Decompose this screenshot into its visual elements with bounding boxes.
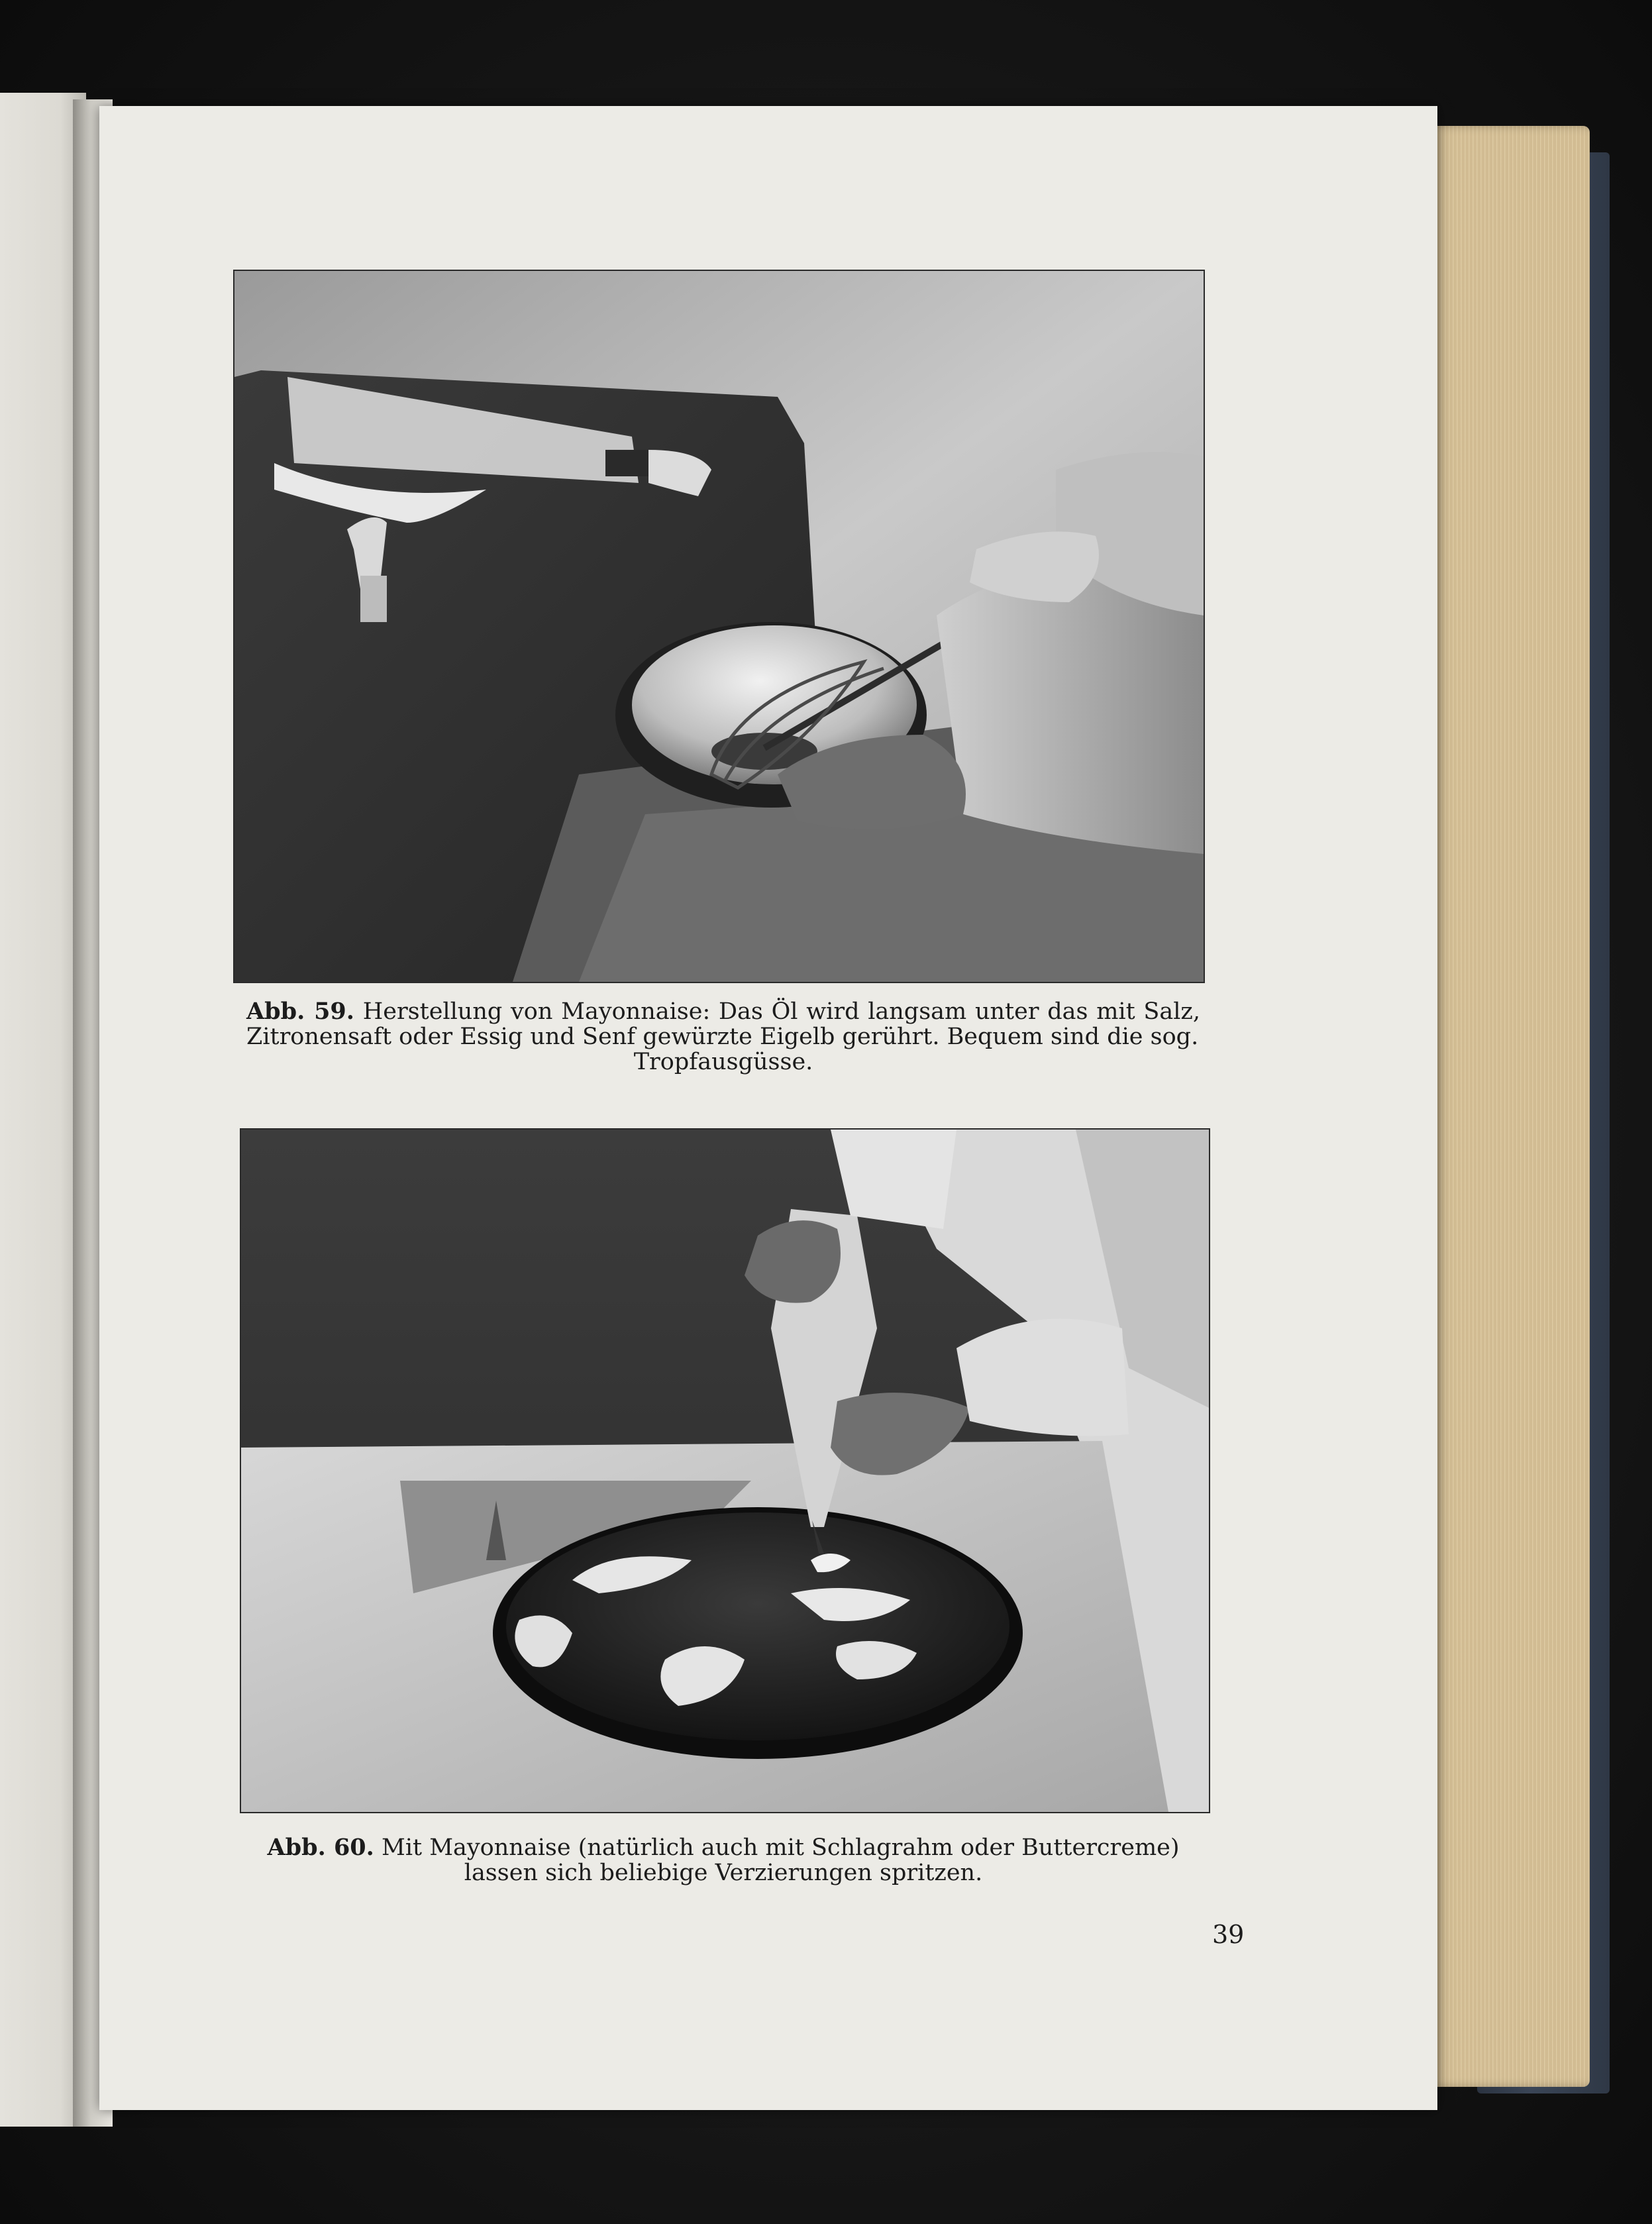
photo-mayonnaise-mixing — [233, 270, 1205, 983]
caption-figure-60 — [246, 1835, 1200, 1885]
figure-59-caption-end: Tropfausgüsse. — [633, 1049, 813, 1075]
figure-60-caption-end: lassen sich beliebige Verzierungen spritzen. — [464, 1860, 983, 1886]
figure-60-caption-text: Mit Mayonnaise (natürlich auch mit Schlagrahm oder Buttercreme) — [381, 1834, 1180, 1861]
photo-mayonnaise-piping — [240, 1128, 1210, 1813]
figure-59-label: Abb. 59. — [246, 998, 354, 1025]
page-number: 39 — [1212, 1920, 1245, 1949]
figure-59-caption-text: Herstellung von Mayonnaise: Das Öl wird langsam unter das mit Salz, Zitronensaft oder Essig und Senf gewürzte Eigelb gerührt. Bequem sind die sog. — [246, 998, 1200, 1050]
page-block-edge — [1431, 126, 1590, 2087]
caption-figure-59 — [246, 999, 1200, 1075]
book-page — [99, 106, 1437, 2110]
figure-60-label: Abb. 60. — [267, 1834, 374, 1861]
